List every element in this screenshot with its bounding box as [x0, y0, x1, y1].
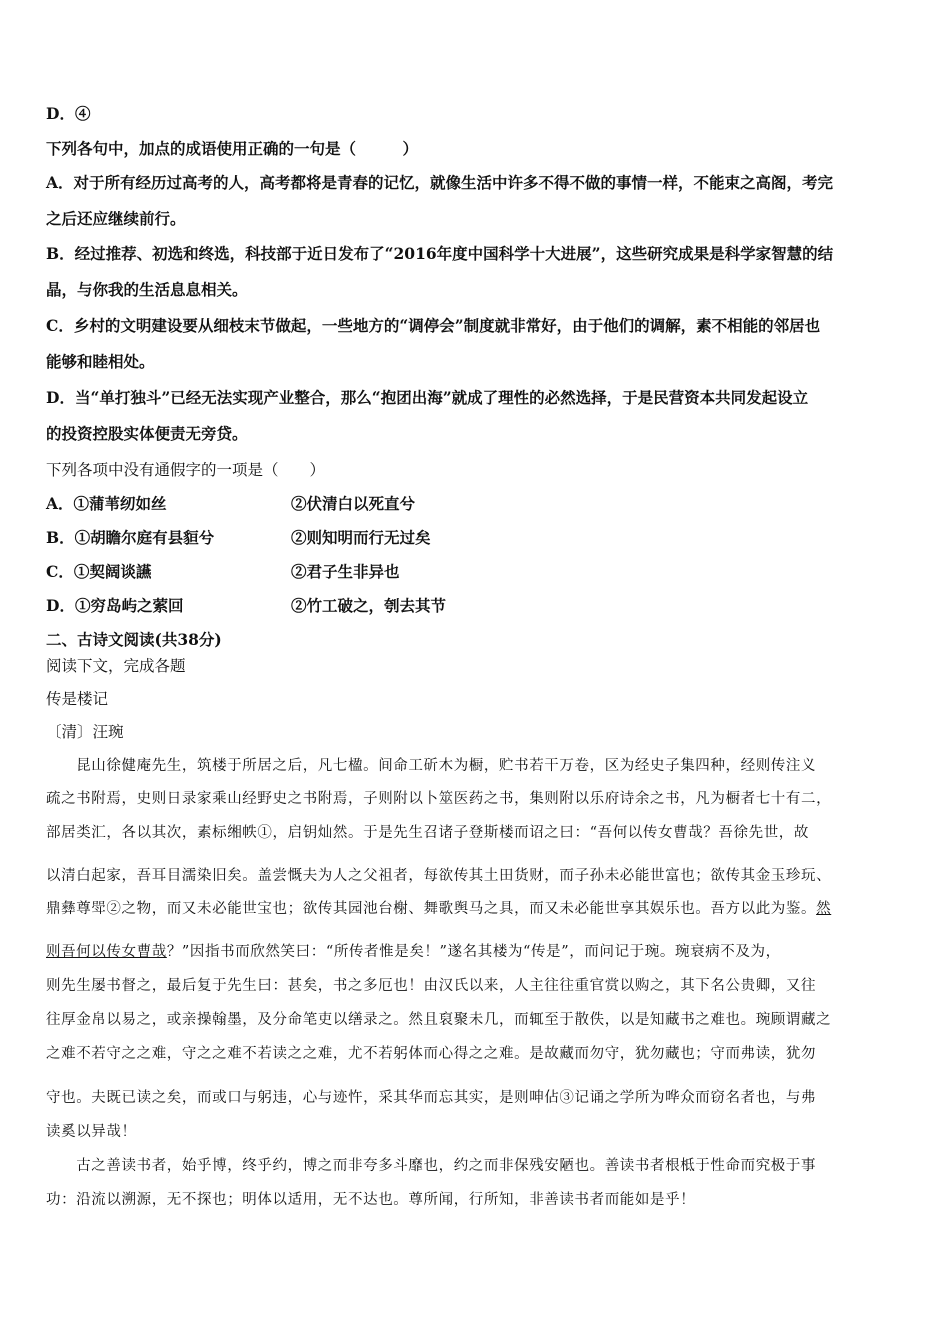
tongjia-option-b: B．①胡瞻尔庭有县貆兮 ②则知明而行无过矣 — [46, 528, 431, 547]
idiom-question-stem: 下列各句中，加点的成语使用正确的一句是（ ） — [46, 139, 419, 158]
passage-line: 往厚金帛以易之，或亲操翰墨，及分命笔吏以缮录之。然且裒聚未几，而辄至于散佚，以是知藏书之难也。琬顾谓藏之 — [46, 1012, 832, 1028]
idiom-option-a-line2: 之后还应继续前行。 — [46, 209, 186, 228]
idiom-option-d-line1: D．当“单打独斗”已经无法实现产业整合，那么“抱团出海”就成了理性的必然选择，于是民营资本共同发起设立 — [46, 388, 809, 407]
idiom-option-b-line2: 晶，与你我的生活息息相关。 — [46, 280, 248, 299]
passage-line: 部居类汇，各以其次，素标缃帙①，启钥灿然。于是先生召诸子登斯楼而诏之曰：“吾何以传女曹哉？吾徐先世，故 — [46, 825, 810, 841]
underlined-sentence: 然 — [816, 901, 832, 917]
section-heading: 二、古诗文阅读(共38分) — [46, 630, 222, 649]
passage-line: 读奚以异哉！ — [46, 1124, 137, 1140]
tongjia-option-a: A．①蒲苇纫如丝 ②伏清白以死直兮 — [46, 494, 416, 513]
passage-line: 鼎彝尊斝②之物，而又未必能世宝也；欲传其园池台榭、舞歌舆马之具，而又未必能世享其娱乐也。吾方以此为鉴。然 — [46, 901, 832, 917]
idiom-option-c-line2: 能够和睦相处。 — [46, 352, 155, 371]
prev-question-option-d: D．④ — [46, 104, 91, 123]
reading-instruction: 阅读下文，完成各题 — [46, 657, 186, 675]
passage-line: 则先生屡书督之，最后复于先生曰：甚矣，书之多厄也！由汉氏以来，人主往往重官赏以购之，其下名公贵卿，又往 — [46, 978, 817, 994]
passage-line: 疏之书附焉，史则日录家乘山经野史之书附焉，子则附以卜筮医药之书，集则附以乐府诗余之书，凡为橱者七十有二， — [46, 791, 832, 807]
tongjia-option-d: D．①穷岛屿之萦回 ②竹工破之，刳去其节 — [46, 596, 447, 615]
idiom-option-a-line1: A．对于所有经历过高考的人，高考都将是青春的记忆，就像生活中许多不得不做的事情一样，不能束之高阁，考完 — [46, 173, 834, 192]
passage-line: 守也。夫既已读之矣，而或口与躬违，心与迹忤，采其华而忘其实，是则呻佔③记诵之学所为哗众而窃名者也，与弗 — [46, 1090, 817, 1106]
passage-line: 功：沿流以溯源，无不探也；明体以适用，无不达也。尊所闻，行所知，非善读书者而能如是乎！ — [46, 1192, 696, 1208]
passage-line: 昆山徐健庵先生，筑楼于所居之后，凡七楹。间命工斫木为橱，贮书若干万卷，区为经史子集四种，经则传注义 — [46, 758, 817, 774]
passage-line: 以清白起家，吾耳目濡染旧矣。盖尝慨夫为人之父祖者，每欲传其土田货财，而子孙未必能世富也；欲传其金玉珍玩、 — [46, 868, 832, 884]
underlined-sentence: 则吾何以传女曹哉 — [46, 944, 167, 960]
passage-line: 古之善读书者，始乎博，终乎约，博之而非夸多斗靡也，约之而非保残安陋也。善读书者根柢于性命而究极于事 — [46, 1158, 817, 1174]
passage-title: 传是楼记 — [46, 690, 109, 708]
idiom-option-b-line1: B．经过推荐、初选和终选，科技部于近日发布了“2016年度中国科学十大进展”，这些研究成果是科学家智慧的结 — [46, 244, 834, 263]
tongjia-option-c: C．①契阔谈讌 ②君子生非异也 — [46, 562, 400, 581]
passage-line: 之难不若守之之难，守之之难不若读之之难，尤不若躬体而心得之之难。是故藏而勿守，犹勿藏也；守而弗读，犹勿 — [46, 1046, 817, 1062]
idiom-option-c-line1: C．乡村的文明建设要从细枝末节做起，一些地方的“调停会”制度就非常好，由于他们的调解，素不相能的邻居也 — [46, 316, 821, 335]
tongjia-question-stem: 下列各项中没有通假字的一项是（ ） — [46, 461, 326, 479]
passage-author: 〔清〕汪琬 — [46, 723, 124, 741]
idiom-option-d-line2: 的投资控股实体便责无旁贷。 — [46, 424, 248, 443]
passage-line: 则吾何以传女曹哉？”因指书而欣然笑曰：“所传者惟是矣！”遂名其楼为“传是”，而问记于琬。琬衰病不及为， — [46, 944, 781, 960]
